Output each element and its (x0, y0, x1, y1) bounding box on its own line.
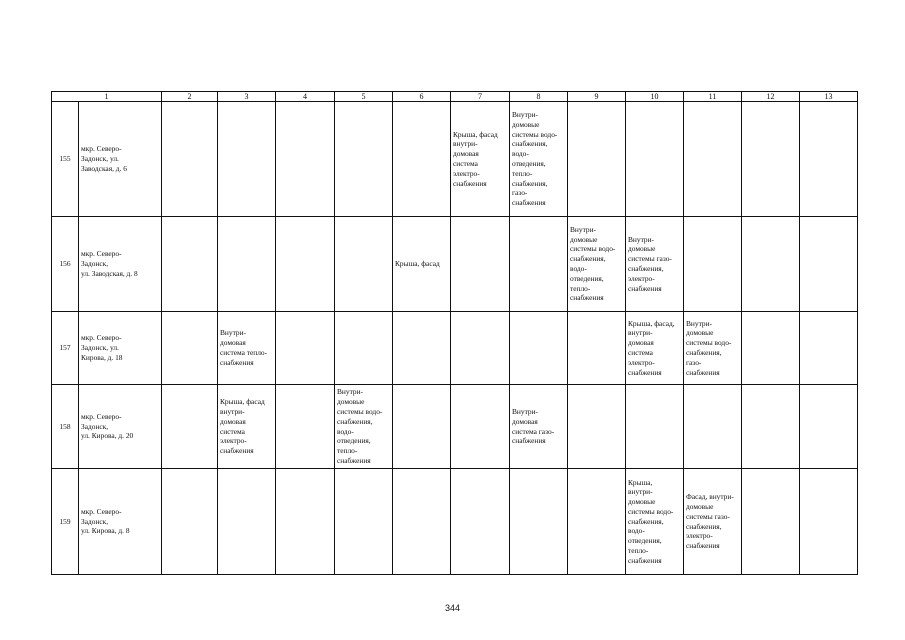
cell-col-3: Крыша, фасад внутри- домовая система электро- снабжения (218, 385, 276, 469)
cell-col-12 (742, 469, 800, 575)
header-row (52, 92, 858, 102)
cell-col-9: Внутри- домовые системы водо- снабжения, водо- отведения, тепло- снабжения (568, 217, 626, 312)
column-header-10: 10 (626, 92, 684, 102)
cell-col-8: Внутри- домовая система газо- снабжения (510, 385, 568, 469)
cell-col-13 (800, 385, 858, 469)
works-schedule-table (51, 91, 858, 575)
cell-col-8 (510, 469, 568, 575)
cell-col-12 (742, 312, 800, 385)
cell-col-3 (218, 469, 276, 575)
cell-col-3 (218, 217, 276, 312)
cell-col-10: Крыша, внутри- домовые системы водо- снабжения, водо- отведения, тепло- снабжения (626, 469, 684, 575)
cell-col-6 (393, 469, 451, 575)
cell-col-7 (451, 312, 510, 385)
cell-col-13 (800, 469, 858, 575)
cell-col-13 (800, 217, 858, 312)
cell-col-11 (684, 102, 742, 217)
cell-col-3: Внутри- домовая система тепло- снабжения (218, 312, 276, 385)
column-header-4: 4 (276, 92, 335, 102)
cell-col-11 (684, 385, 742, 469)
row-number: 157 (52, 312, 79, 385)
cell-col-13 (800, 102, 858, 217)
cell-col-8 (510, 312, 568, 385)
cell-col-4 (276, 217, 335, 312)
cell-col-7: Крыша, фасад внутри- домовая система электро- снабжения (451, 102, 510, 217)
cell-col-11: Внутри- домовые системы водо- снабжения, газо- снабжения (684, 312, 742, 385)
page-number: 344 (444, 603, 461, 613)
cell-col-6 (393, 102, 451, 217)
cell-col-6: Крыша, фасад (393, 217, 451, 312)
column-header-11: 11 (684, 92, 742, 102)
cell-col-8 (510, 217, 568, 312)
cell-col-9 (568, 385, 626, 469)
column-header-8: 8 (510, 92, 568, 102)
table-row (52, 217, 858, 312)
address-cell: мкр. Северо- Задонск, ул. Кирова, д. 18 (79, 312, 162, 385)
address-cell: мкр. Северо- Задонск, ул. Заводская, д. 6 (79, 102, 162, 217)
row-number: 156 (52, 217, 79, 312)
cell-col-7 (451, 469, 510, 575)
cell-col-6 (393, 312, 451, 385)
column-header-12: 12 (742, 92, 800, 102)
column-header-9: 9 (568, 92, 626, 102)
column-header-7: 7 (451, 92, 510, 102)
cell-col-5: Внутри- домовые системы водо- снабжения, водо- отведения, тепло- снабжения (335, 385, 393, 469)
address-cell: мкр. Северо- Задонск, ул. Кирова, д. 8 (79, 469, 162, 575)
table-row (52, 469, 858, 575)
cell-col-3 (218, 102, 276, 217)
column-header-3: 3 (218, 92, 276, 102)
address-cell: мкр. Северо- Задонск, ул. Кирова, д. 20 (79, 385, 162, 469)
cell-col-12 (742, 217, 800, 312)
cell-col-12 (742, 102, 800, 217)
column-header-5: 5 (335, 92, 393, 102)
cell-col-2 (162, 102, 218, 217)
cell-col-10: Крыша, фасад, внутри- домовая система электро- снабжения (626, 312, 684, 385)
table-row (52, 312, 858, 385)
cell-col-8: Внутри- домовые системы водо- снабжения, водо- отведения, тепло- снабжения, газо- снабжения (510, 102, 568, 217)
row-number: 158 (52, 385, 79, 469)
cell-col-4 (276, 102, 335, 217)
cell-col-4 (276, 312, 335, 385)
table-row (52, 102, 858, 217)
row-number: 159 (52, 469, 79, 575)
cell-col-4 (276, 469, 335, 575)
cell-col-6 (393, 385, 451, 469)
row-number: 155 (52, 102, 79, 217)
cell-col-5 (335, 102, 393, 217)
column-header-13: 13 (800, 92, 858, 102)
cell-col-9 (568, 312, 626, 385)
cell-col-5 (335, 312, 393, 385)
cell-col-10: Внутри- домовые системы газо- снабжения, электро- снабжения (626, 217, 684, 312)
column-header-1: 1 (52, 92, 162, 102)
cell-col-10 (626, 385, 684, 469)
cell-col-13 (800, 312, 858, 385)
column-header-6: 6 (393, 92, 451, 102)
cell-col-2 (162, 217, 218, 312)
cell-col-11: Фасад, внутри- домовые системы газо- снабжения, электро- снабжения (684, 469, 742, 575)
address-cell: мкр. Северо- Задонск, ул. Заводская, д. 8 (79, 217, 162, 312)
cell-col-4 (276, 385, 335, 469)
column-header-2: 2 (162, 92, 218, 102)
cell-col-11 (684, 217, 742, 312)
cell-col-5 (335, 469, 393, 575)
cell-col-12 (742, 385, 800, 469)
cell-col-9 (568, 102, 626, 217)
table-row (52, 385, 858, 469)
cell-col-9 (568, 469, 626, 575)
cell-col-2 (162, 385, 218, 469)
cell-col-5 (335, 217, 393, 312)
cell-col-7 (451, 217, 510, 312)
cell-col-7 (451, 385, 510, 469)
cell-col-2 (162, 312, 218, 385)
cell-col-2 (162, 469, 218, 575)
cell-col-10 (626, 102, 684, 217)
